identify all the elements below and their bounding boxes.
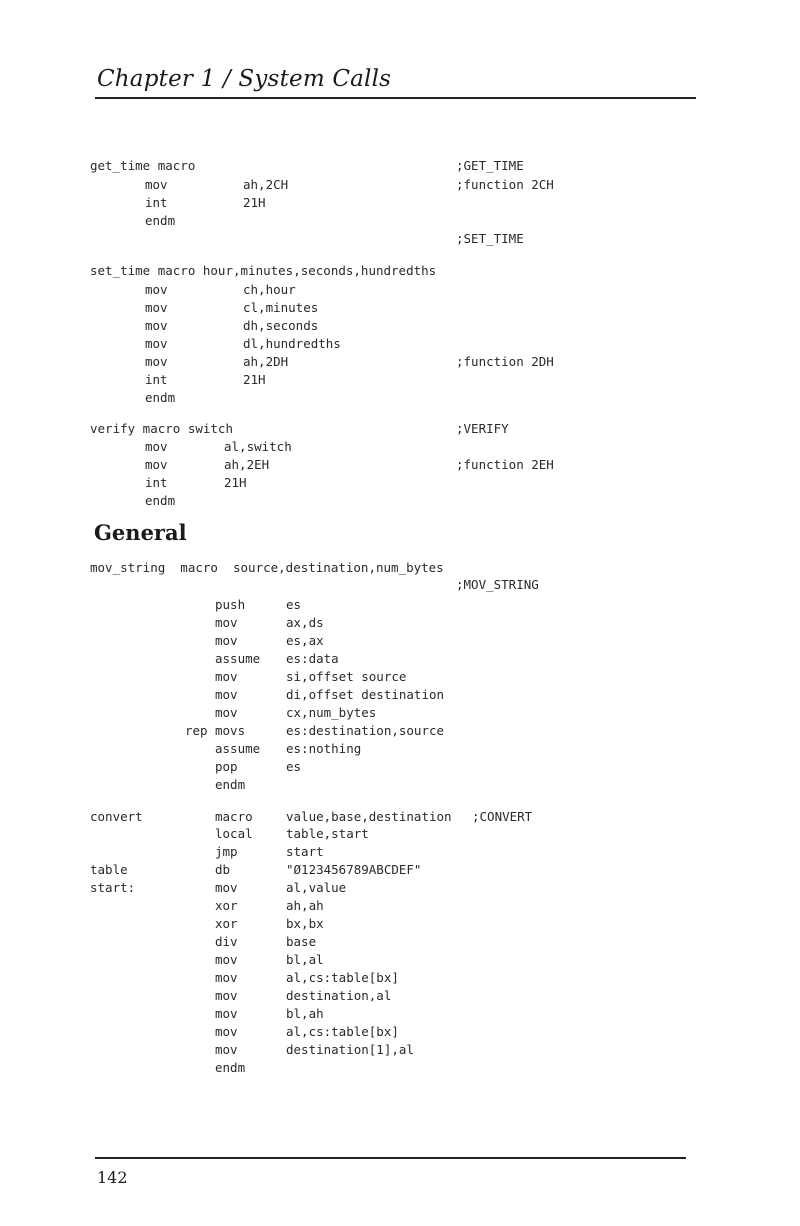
code-line [0, 300, 800, 318]
code-mnemonic: mov [215, 633, 238, 648]
code-operand: es [286, 759, 302, 774]
code-mnemonic: mov [215, 988, 238, 1003]
code-operand: es [286, 597, 302, 612]
code-mnemonic: mov [215, 615, 238, 630]
code-mnemonic: endm [145, 390, 176, 405]
code-operand: es:nothing [286, 741, 362, 756]
code-line [0, 952, 800, 970]
code-operand: ch,hour [243, 282, 296, 297]
code-label: get_time macro [90, 158, 196, 173]
code-mnemonic: xor [215, 916, 238, 931]
code-mnemonic: db [215, 862, 231, 877]
code-line [0, 916, 800, 934]
code-operand: ah,ah [286, 898, 324, 913]
code-operand: ah,2DH [243, 354, 289, 369]
section-heading: General [94, 520, 187, 545]
code-label: verify macro switch [90, 421, 233, 436]
code-line [0, 390, 800, 408]
code-line [0, 898, 800, 916]
code-line [0, 231, 800, 249]
code-line [0, 687, 800, 705]
code-mnemonic: int [145, 372, 168, 387]
code-mnemonic: push [215, 597, 246, 612]
code-line [0, 421, 800, 439]
code-line [0, 934, 800, 952]
code-operand: start [286, 844, 324, 859]
code-mnemonic: macro [215, 809, 253, 824]
code-mnemonic: xor [215, 898, 238, 913]
code-line [0, 880, 800, 898]
code-line [0, 809, 800, 827]
code-line [0, 633, 800, 651]
code-label: mov_string macro source,destination,num_bytes [90, 560, 444, 575]
code-mnemonic: mov [145, 177, 168, 192]
code-operand: base [286, 934, 317, 949]
code-operand: ah,2CH [243, 177, 289, 192]
code-operand: al,cs:table[bx] [286, 1024, 399, 1039]
code-operand: "Ø123456789ABCDEF" [286, 862, 422, 877]
code-operand: 21H [224, 475, 247, 490]
code-comment: ;SET_TIME [456, 231, 524, 246]
code-comment: ;GET_TIME [456, 158, 524, 173]
code-operand: es:destination,source [286, 723, 445, 738]
code-line [0, 1060, 800, 1078]
code-line [0, 988, 800, 1006]
code-mnemonic: mov [215, 880, 238, 895]
code-mnemonic: int [145, 195, 168, 210]
code-comment: ;function 2DH [456, 354, 554, 369]
code-line [0, 777, 800, 795]
code-line [0, 651, 800, 669]
code-line [0, 213, 800, 231]
code-line [0, 705, 800, 723]
code-mnemonic: mov [215, 970, 238, 985]
code-line [0, 195, 800, 213]
code-mnemonic: assume [215, 741, 261, 756]
code-mnemonic: mov [215, 687, 238, 702]
code-operand: es,ax [286, 633, 324, 648]
code-line [0, 723, 800, 741]
code-comment: ;function 2CH [456, 177, 554, 192]
page-number: 142 [97, 1168, 128, 1187]
code-operand: cx,num_bytes [286, 705, 377, 720]
code-prefix: rep [185, 723, 208, 738]
code-line [0, 970, 800, 988]
code-line [0, 177, 800, 195]
code-operand: dl,hundredths [243, 336, 341, 351]
code-mnemonic: mov [145, 300, 168, 315]
code-mnemonic: endm [145, 493, 176, 508]
code-line [0, 759, 800, 777]
code-line [0, 1024, 800, 1042]
code-label: set_time macro hour,minutes,seconds,hundredths [90, 263, 437, 278]
code-comment: ;MOV_STRING [456, 577, 539, 592]
code-operand: al,cs:table[bx] [286, 970, 399, 985]
code-operand: table,start [286, 826, 369, 841]
code-mnemonic: mov [145, 457, 168, 472]
code-line [0, 372, 800, 390]
footer-rule [95, 1157, 686, 1159]
code-operand: si,offset source [286, 669, 407, 684]
code-operand: destination[1],al [286, 1042, 414, 1057]
code-mnemonic: mov [215, 1024, 238, 1039]
code-line [0, 475, 800, 493]
code-mnemonic: endm [145, 213, 176, 228]
code-mnemonic: int [145, 475, 168, 490]
code-line [0, 1006, 800, 1024]
code-mnemonic: mov [145, 318, 168, 333]
code-label: convert [90, 809, 143, 824]
code-operand: es:data [286, 651, 339, 666]
code-comment: ;CONVERT [472, 809, 533, 824]
code-line [0, 560, 800, 578]
code-operand: ah,2EH [224, 457, 270, 472]
code-mnemonic: mov [215, 669, 238, 684]
code-mnemonic: mov [215, 1006, 238, 1021]
code-operand: ax,ds [286, 615, 324, 630]
code-line [0, 615, 800, 633]
code-line [0, 493, 800, 511]
code-line [0, 1042, 800, 1060]
code-operand: bx,bx [286, 916, 324, 931]
code-mnemonic: jmp [215, 844, 238, 859]
code-mnemonic: local [215, 826, 253, 841]
code-operand: al,switch [224, 439, 292, 454]
code-mnemonic: mov [145, 336, 168, 351]
code-line [0, 439, 800, 457]
code-operand: bl,ah [286, 1006, 324, 1021]
code-mnemonic: endm [215, 777, 246, 792]
code-line [0, 577, 800, 595]
code-line [0, 336, 800, 354]
code-line [0, 158, 800, 176]
code-line [0, 862, 800, 880]
code-operand: bl,al [286, 952, 324, 967]
code-operand: cl,minutes [243, 300, 319, 315]
code-operand: destination,al [286, 988, 392, 1003]
code-line [0, 354, 800, 372]
code-label: start: [90, 880, 136, 895]
code-line [0, 318, 800, 336]
code-mnemonic: assume [215, 651, 261, 666]
code-line [0, 844, 800, 862]
code-line [0, 263, 800, 281]
code-label: table [90, 862, 128, 877]
code-mnemonic: mov [145, 282, 168, 297]
code-mnemonic: pop [215, 759, 238, 774]
code-operand: 21H [243, 372, 266, 387]
code-line [0, 457, 800, 475]
code-operand: al,value [286, 880, 347, 895]
code-mnemonic: div [215, 934, 238, 949]
code-mnemonic: mov [145, 439, 168, 454]
code-line [0, 669, 800, 687]
code-operand: 21H [243, 195, 266, 210]
code-line [0, 282, 800, 300]
code-mnemonic: mov [215, 1042, 238, 1057]
code-mnemonic: mov [215, 705, 238, 720]
code-operand: di,offset destination [286, 687, 445, 702]
code-comment: ;VERIFY [456, 421, 509, 436]
code-operand: value,base,destination [286, 809, 452, 824]
chapter-title: Chapter 1 / System Calls [97, 66, 392, 92]
code-mnemonic: endm [215, 1060, 246, 1075]
code-line [0, 826, 800, 844]
code-mnemonic: mov [145, 354, 168, 369]
code-operand: dh,seconds [243, 318, 319, 333]
code-comment: ;function 2EH [456, 457, 554, 472]
code-line [0, 741, 800, 759]
code-mnemonic: movs [215, 723, 246, 738]
code-line [0, 597, 800, 615]
code-mnemonic: mov [215, 952, 238, 967]
